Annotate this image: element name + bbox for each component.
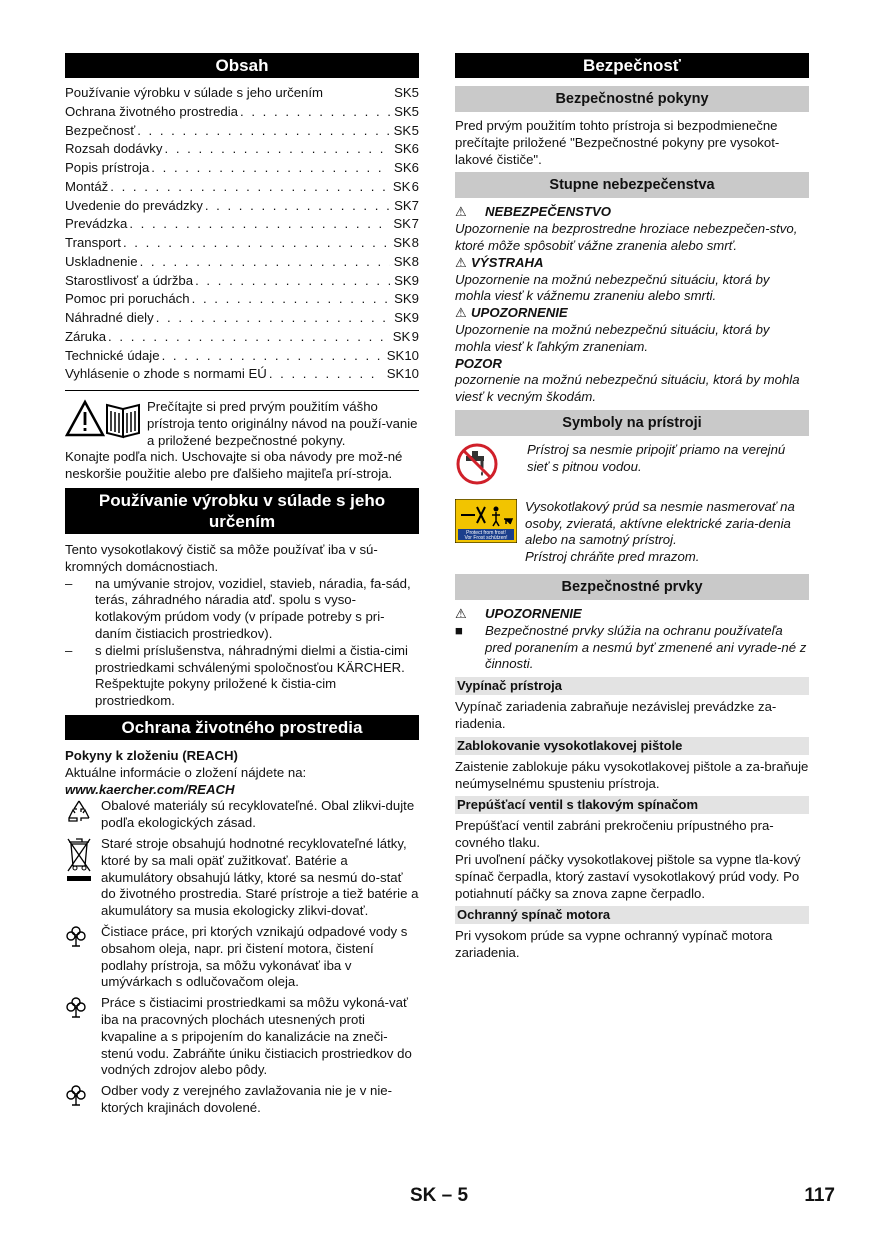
toc-page: 9 — [411, 272, 419, 288]
contents-heading: Obsah — [65, 53, 419, 78]
symbol-row — [455, 499, 809, 566]
toc-title: Prevádzka — [65, 216, 128, 232]
read-manual-notice — [65, 399, 419, 449]
toc-title: Ochrana životného prostredia — [65, 103, 239, 119]
symbol2-text2: Prístroj chráňte pred mrazom. — [525, 549, 700, 565]
toc-page: 5 — [411, 85, 419, 100]
toc-lang: SK — [386, 347, 405, 363]
toc-row[interactable] — [65, 197, 419, 216]
usage-item-text: na umývanie strojov, vozidiel, stavieb, náradia, fa-sád, terás, záhradného náradia atď. spolu s vyso-kotlakovým prúdom vody (v prípade potreby s pri-daním čistiacich prostriedkov). — [95, 575, 411, 641]
safety-devices-heading: Bezpečnostné prvky — [455, 574, 809, 600]
toc-title: Montáž — [65, 178, 109, 194]
toc-row[interactable] — [65, 234, 419, 253]
environment-item-text: Obalové materiály sú recyklovateľné. Obal zlikvi-dujte podľa ekologických zásad. — [101, 798, 415, 831]
toc-lang: SK — [393, 122, 412, 138]
environment-list — [65, 798, 419, 1116]
pozor-text: pozornenie na možnú nebezpečnú situáciu, ktorá by mohla viesť k vecným škodám. — [455, 372, 800, 405]
toc-lang: SK — [394, 160, 412, 175]
devices-caution-label: UPOZORNENIE — [485, 605, 582, 621]
danger-label: NEBEZPEČENSTVO — [485, 204, 612, 220]
reach-text: Aktuálne informácie o zložení nájdete na: — [65, 764, 307, 780]
reach-heading: Pokyny k zloženiu (REACH) — [65, 747, 238, 763]
toc-dots — [203, 197, 390, 216]
gun-lock-heading: Zablokovanie vysokotlakovej pištole — [455, 737, 809, 755]
toc-row[interactable] — [65, 272, 419, 291]
environment-item-text: Odber vody z verejného zavlažovania nie je v nie-ktorých krajinách dovolené. — [101, 1083, 393, 1115]
environment-icon — [65, 995, 101, 1079]
toc-dots — [193, 272, 390, 291]
toc-page: 6 — [411, 141, 419, 157]
gun-lock-text: Zaistenie zablokuje páku vysokotlakovej pištole a za-braňuje neúmyselnému spusteniu prístroja. — [455, 758, 809, 791]
toc-lang: SK — [394, 103, 412, 119]
toc-page: 10 — [404, 366, 419, 382]
hazard-levels-heading: Stupne nebezpečenstva — [455, 172, 809, 198]
toc-lang: SK — [394, 85, 412, 100]
toc-title: Bezpečnosť — [65, 122, 136, 138]
toc-page: 7 — [411, 197, 419, 213]
motor-switch-heading: Ochranný spínač motora — [455, 906, 809, 924]
toc-dots — [154, 309, 390, 328]
toc-row[interactable] — [65, 122, 419, 141]
read-manual-intro: Prečítajte si pred prvým použitím vášho prístroja tento originálny návod na použí-vanie a priložené bezpečnostné pokyny. — [147, 399, 418, 448]
switch-text: Vypínač zariadenia zabraňuje nezávislej prevádzke za-riadenia. — [455, 699, 777, 731]
high-pressure-frost-icon — [455, 499, 513, 566]
toc-page: 8 — [411, 253, 419, 269]
toc-lang: SK — [394, 272, 412, 288]
toc-dots — [138, 253, 390, 272]
dash-bullet: – — [65, 575, 73, 591]
environment-heading: Ochrana životného prostredia — [65, 715, 419, 740]
toc-dots — [190, 290, 390, 309]
pozor-label: POZOR — [455, 355, 502, 371]
list-item — [455, 623, 809, 673]
toc-row[interactable] — [65, 103, 419, 122]
warning-manual-icon — [65, 399, 147, 449]
overflow-valve-text1: Prepúšťací ventil zabráni prekročeniu prípustného pra-covného tlaku. — [455, 818, 774, 851]
motor-switch-text: Pri vysokom prúde sa vypne ochranný vypínač motora zariadenia. — [455, 928, 773, 961]
toc-title: Transport — [65, 235, 121, 250]
toc-title: Starostlivosť a údržba — [65, 272, 194, 288]
toc-dots — [127, 215, 389, 234]
toc-page: 6 — [411, 178, 419, 194]
toc-page: 9 — [411, 310, 419, 325]
toc-dots — [106, 328, 389, 347]
square-bullet-icon: ■ — [455, 622, 463, 638]
toc-title: Popis prístroja — [65, 160, 150, 175]
table-of-contents — [65, 84, 419, 384]
toc-page: 5 — [411, 103, 419, 119]
read-manual-rest: Konajte podľa nich. Uschovajte si oba návody pre mož-né neskoršie použitie alebo pre ďalšieho majiteľa prí-stroja. — [65, 449, 403, 482]
warning-label: VÝSTRAHA — [471, 254, 544, 270]
toc-lang: SK — [394, 197, 412, 213]
toc-dots — [267, 365, 383, 384]
toc-row[interactable] — [65, 253, 419, 272]
footer-page-number: 117 — [804, 1185, 835, 1206]
environment-item-text: Práce s čistiacimi prostriedkami sa môžu vykoná-vať iba na pracovných plochách utesnených proti kvapaline a s pripojením do kanalizácie na zneči-stenú vodu. Zabráňte úniku čistiacich prostriedkov do vodných zdrojov alebo pôdy. — [101, 995, 412, 1078]
list-item — [65, 995, 419, 1079]
usage-text: Tento vysokotlakový čistič sa môže používať iba v sú-kromných domácnostiach. — [65, 541, 378, 574]
toc-row[interactable] — [65, 159, 419, 178]
list-item — [65, 836, 419, 920]
toc-title: Záruka — [65, 328, 107, 344]
reach-url[interactable]: www.kaercher.com/REACH — [65, 781, 235, 797]
small-warning-icon: ⚠ — [455, 254, 467, 270]
toc-title: Pomoc pri poruchách — [65, 291, 190, 307]
list-item — [65, 643, 419, 710]
toc-row[interactable] — [65, 140, 419, 159]
symbol2-text: Vysokotlakový prúd sa nesmie nasmerovať na osoby, zvieratá, aktívne elektrické zaria-denia alebo na samotný prístroj. — [525, 498, 795, 548]
symbol2-label1: Protect from frost! — [466, 529, 506, 536]
toc-row[interactable] — [65, 328, 419, 347]
toc-title: Používanie výrobku v súlade s jeho určením — [65, 85, 324, 100]
list-item — [65, 1083, 419, 1117]
toc-title: Rozsah dodávky — [65, 141, 163, 157]
usage-item-text: s dielmi príslušenstva, náhradnými dielmi a čistia-cimi prostriedkami schválenými spoločnosťou KÄRCHER. Rešpektujte pokyny priložené k čistia-cim prostriedkom. — [95, 642, 408, 709]
toc-row[interactable] — [65, 347, 419, 366]
toc-row[interactable] — [65, 215, 419, 234]
toc-lang: SK — [393, 216, 411, 232]
toc-title: Uvedenie do prevádzky — [65, 197, 203, 213]
toc-page: 6 — [411, 160, 419, 175]
toc-lang: SK — [392, 178, 411, 194]
safety-instructions-heading: Bezpečnostné pokyny — [455, 86, 809, 112]
list-item — [65, 924, 419, 991]
no-drinking-water-icon — [455, 442, 513, 491]
toc-lang: SK — [392, 328, 411, 344]
symbol2-label2: Vor Frost schützen! — [464, 534, 508, 541]
devices-bullet-text: Bezpečnostné prvky slúžia na ochranu používateľa pred poranením a nesmú byť zmenené ani vyrade-né z činnosti. — [485, 622, 807, 672]
crossed-bin-icon — [65, 836, 101, 920]
toc-page: 8 — [411, 235, 419, 250]
toc-dots — [163, 140, 391, 159]
toc-row[interactable] — [65, 290, 419, 309]
symbol2-texts — [513, 499, 809, 566]
toc-page: 9 — [411, 328, 419, 344]
small-warning-icon: ⚠ — [455, 204, 467, 220]
danger-text: Upozornenie na bezprostredne hroziace nebezpečen-stvo, ktoré môže spôsobiť vážne zranenia alebo smrť. — [455, 221, 798, 253]
devices-caution-row — [455, 606, 809, 623]
toc-dots — [135, 122, 389, 141]
toc-dots — [149, 159, 390, 178]
device-symbols-heading: Symboly na prístroji — [455, 410, 809, 436]
toc-title: Náhradné diely — [65, 310, 154, 325]
list-item — [65, 798, 419, 832]
environment-item-text: Staré stroje obsahujú hodnotné recyklovateľné látky, ktoré by sa mali opäť zužitkovať. Batérie a akumulátory obsahujú látky, ktoré sa nesmú do-stať do životného prostredia. Staré prístroje a tiež batérie a akumulátory sa musia ekologicky zlikvi-dovať. — [101, 835, 419, 919]
toc-row[interactable] — [65, 365, 419, 384]
toc-dots — [238, 103, 390, 122]
small-warning-icon: ⚠ — [455, 305, 467, 321]
toc-page: 10 — [404, 347, 419, 363]
toc-row[interactable] — [65, 309, 419, 328]
toc-row[interactable] — [65, 178, 419, 197]
symbol-row — [455, 442, 809, 491]
toc-lang: SK — [394, 310, 412, 325]
divider — [65, 390, 419, 391]
caution-label-row — [455, 305, 809, 322]
toc-page: 9 — [411, 291, 419, 307]
left-column — [65, 53, 419, 1121]
toc-title: Technické údaje — [65, 347, 160, 363]
environment-icon — [65, 1083, 101, 1117]
caution-label: UPOZORNENIE — [471, 305, 568, 321]
toc-title: Uskladnenie — [65, 253, 138, 269]
overflow-valve-heading: Prepúšťací ventil s tlakovým spínačom — [455, 796, 809, 814]
toc-dots — [108, 178, 389, 197]
toc-title: Vyhlásenie o zhode s normami EÚ — [65, 366, 267, 382]
usage-list — [65, 576, 419, 710]
toc-lang: SK — [394, 291, 412, 307]
recycle-icon — [65, 798, 101, 832]
list-item — [65, 576, 419, 643]
toc-page: 7 — [411, 216, 419, 232]
small-warning-icon: ⚠ — [455, 605, 467, 621]
switch-heading: Vypínač prístroja — [455, 677, 809, 695]
warning-label-row — [455, 255, 809, 272]
toc-row[interactable] — [65, 84, 419, 103]
usage-heading: Používanie výrobku v súlade s jeho určením — [65, 488, 419, 534]
right-column — [455, 53, 809, 962]
toc-lang: SK — [386, 366, 405, 382]
environment-icon — [65, 924, 101, 991]
danger-label-row — [455, 204, 809, 221]
dash-bullet: – — [65, 642, 73, 658]
toc-lang: SK — [393, 253, 412, 269]
toc-lang: SK — [394, 141, 412, 157]
symbol1-text: Prístroj sa nesmie pripojiť priamo na verejnú sieť s pitnou vodou. — [527, 441, 786, 474]
safety-heading: Bezpečnosť — [455, 53, 809, 78]
overflow-valve-text2: Pri uvoľnení páčky vysokotlakovej pištole sa vypne tla-kový spínač čerpadla, ktorý zastaví vysokotlakový prúd vody. Po potiahnutí páčky sa znova zapne čerpadlo. — [455, 851, 801, 901]
safety-instructions-text: Pred prvým použitím tohto prístroja si bezpodmienečne prečítajte priložené "Bezpečnostné pokyny pre vysokot-lakové čističe". — [455, 118, 780, 167]
footer-section: SK – 5 — [410, 1185, 469, 1206]
toc-dots — [121, 234, 389, 253]
toc-page: 5 — [411, 122, 419, 138]
caution-text: Upozornenie na možnú nebezpečnú situáciu, ktorá by mohla viesť k ľahkým zraneniam. — [455, 321, 770, 354]
warning-text: Upozornenie na možnú nebezpečnú situáciu, ktorá by mohla viesť k vážnemu zraneniu alebo smrti. — [455, 271, 770, 304]
toc-lang: SK — [393, 235, 411, 250]
toc-dots — [160, 347, 383, 366]
environment-item-text: Čistiace práce, pri ktorých vznikajú odpadové vody s obsahom oleja, napr. pri čistení motora, čistení podlahy prístroja, sa môžu vykonávať iba v umývárkach s odlučovačom oleja. — [101, 923, 408, 990]
